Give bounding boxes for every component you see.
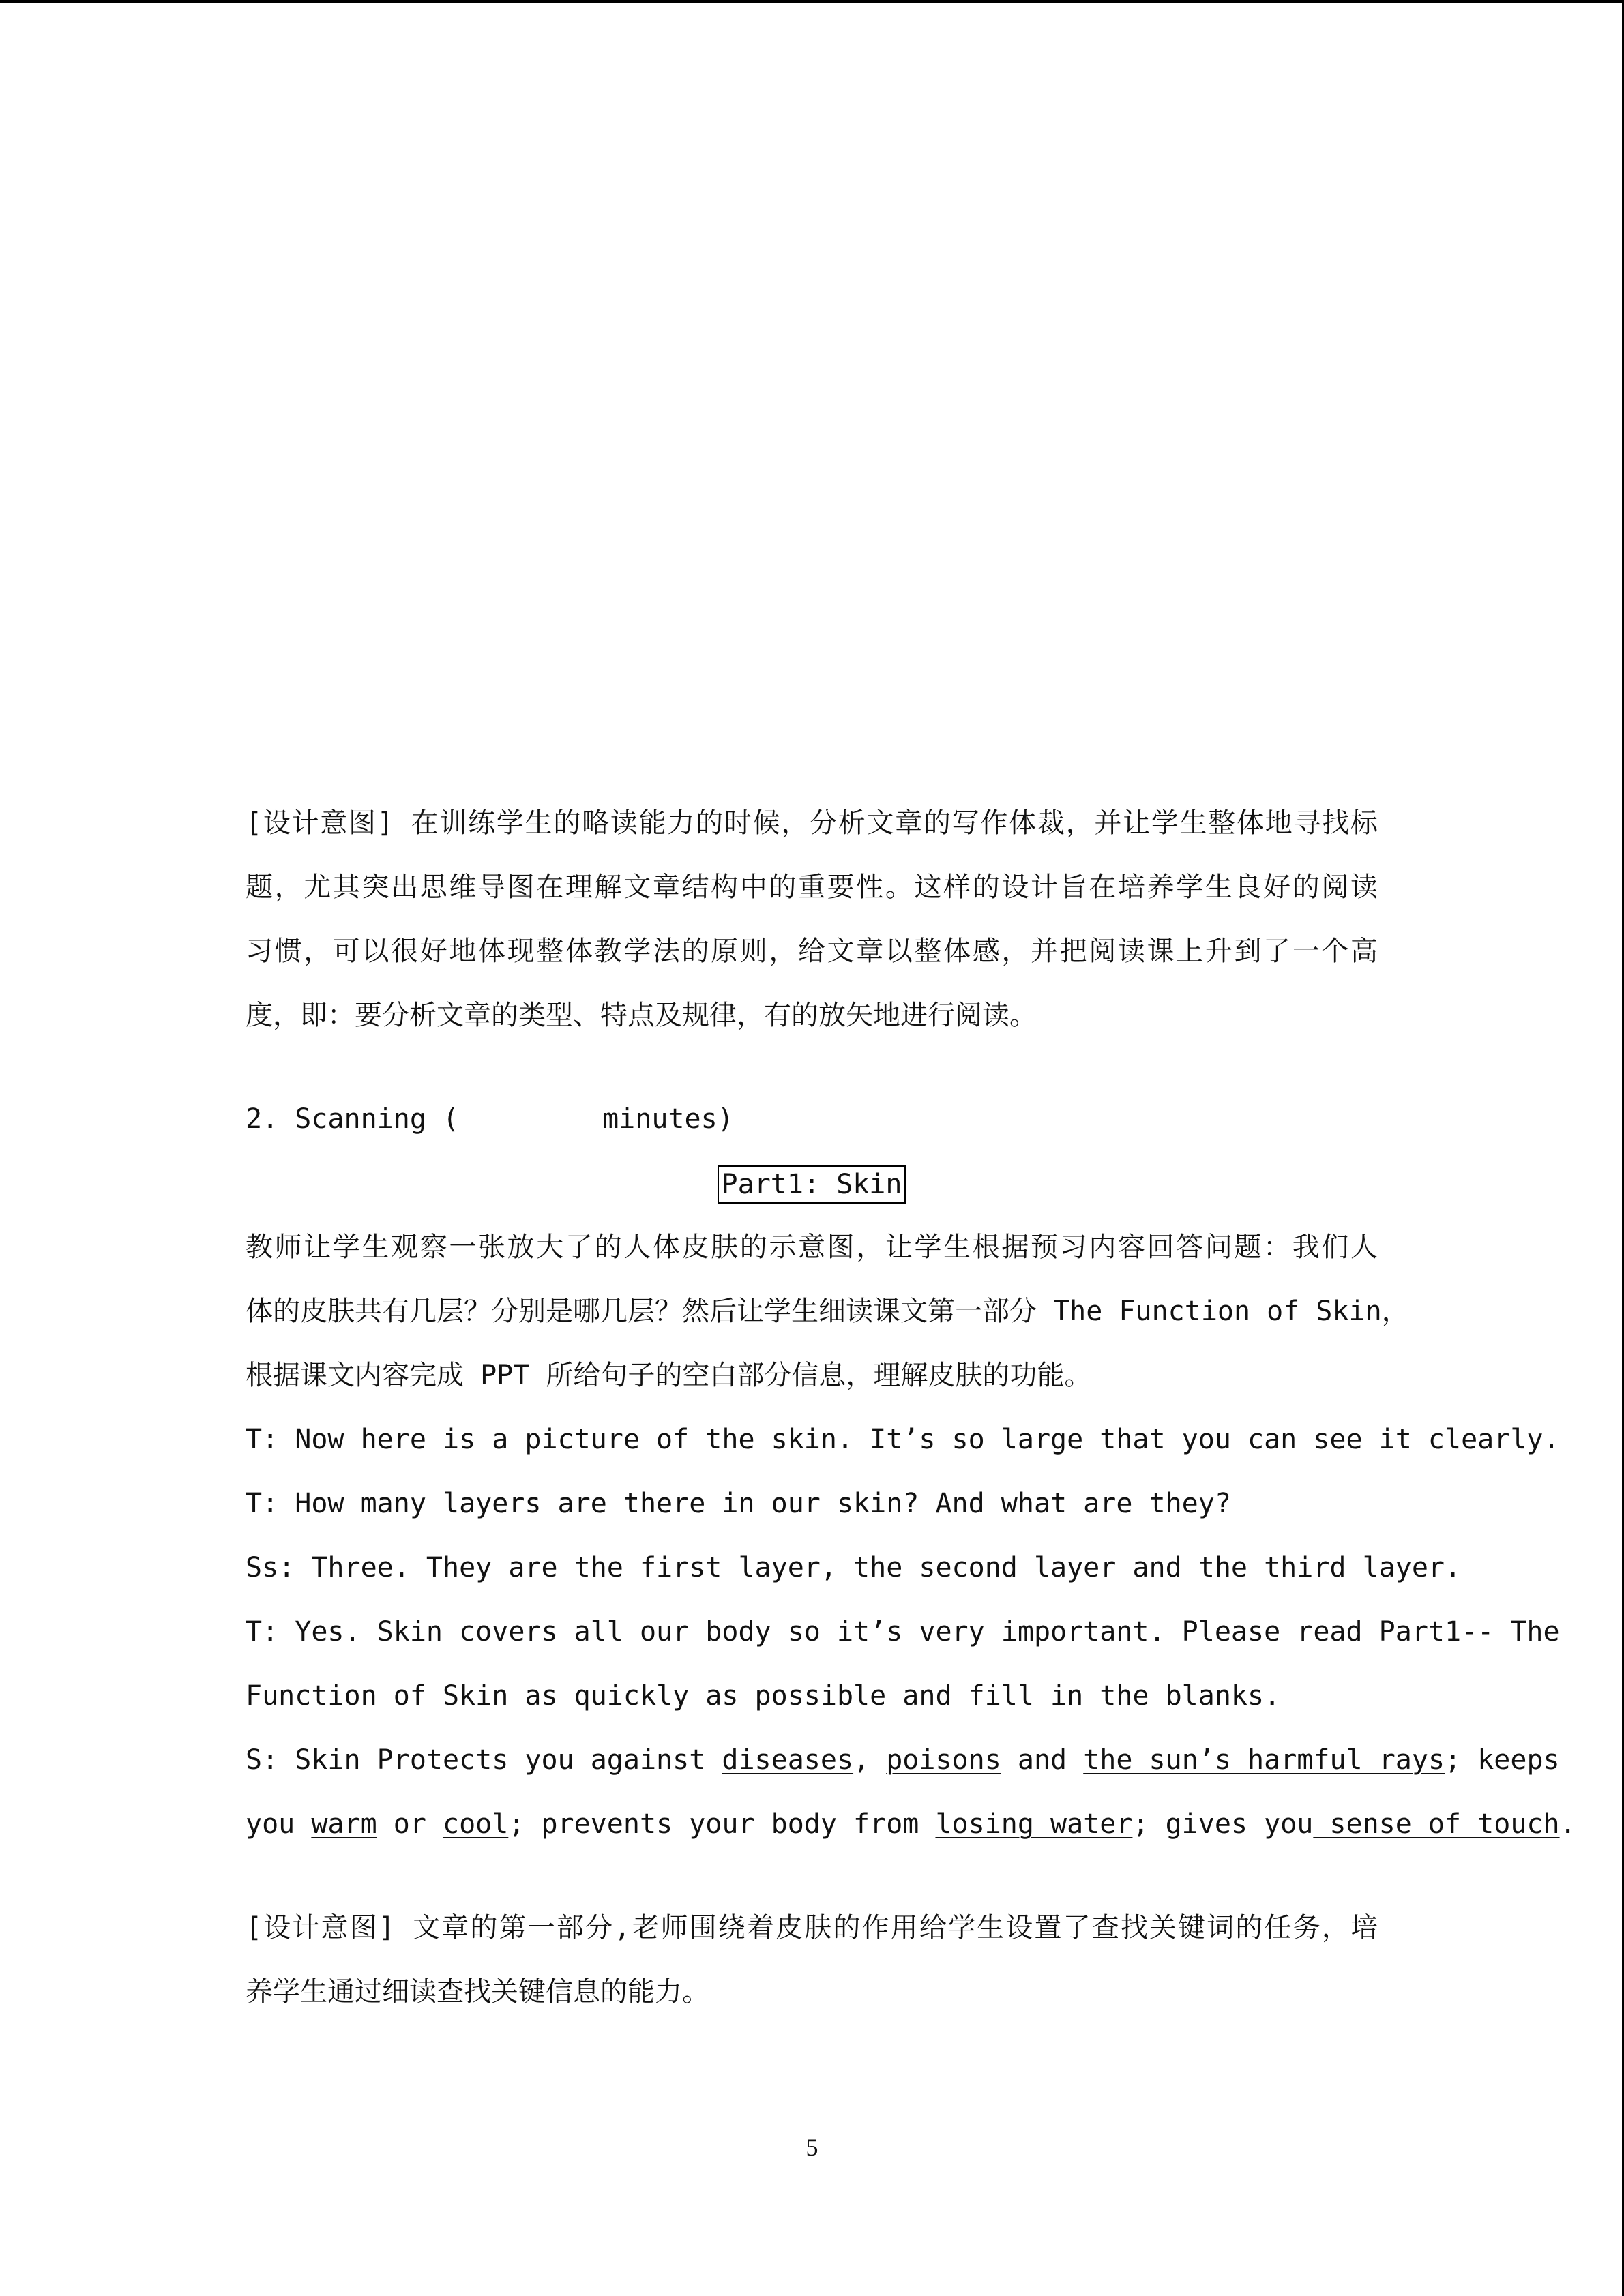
answer-text: S: Skin Protects you against bbox=[246, 1744, 722, 1776]
dialogue-line: T: How many layers are there in our skin? And what are they? bbox=[246, 1488, 1231, 1519]
part-title-row bbox=[246, 1151, 1378, 1215]
page-content bbox=[246, 791, 1576, 2024]
answer-blank-losing-water: losing water bbox=[935, 1808, 1133, 1840]
answer-line-2 bbox=[246, 1792, 1576, 1856]
answer-blank-sense-of-touch: sense of touch bbox=[1313, 1808, 1560, 1840]
answer-text: . bbox=[1559, 1808, 1576, 1840]
scanning-heading bbox=[246, 1087, 1378, 1151]
dialogue-line: Function of Skin as quickly as possible and fill in the blanks. bbox=[246, 1680, 1281, 1712]
paragraph-line: 度，即：要分析文章的类型、特点及规律，有的放矢地进行阅读。 bbox=[246, 1000, 1037, 1031]
answer-blank-harmful-rays: the sun’s harmful rays bbox=[1083, 1744, 1445, 1776]
answer-text: ; prevents your body from bbox=[508, 1808, 936, 1840]
paragraph-line: [设计意图] 文章的第一部分,老师围绕着皮肤的作用给学生设置了查找关键词的任务，培 bbox=[246, 1912, 1378, 1943]
scanning-heading-prefix: 2. Scanning ( bbox=[246, 1103, 460, 1135]
paragraph-line: [设计意图] 在训练学生的略读能力的时候，分析文章的写作体裁，并让学生整体地寻找标 bbox=[246, 807, 1378, 839]
scanning-intro-paragraph bbox=[246, 1215, 1409, 1407]
answer-blank-cool: cool bbox=[442, 1808, 509, 1840]
paragraph-line: 题，尤其突出思维导图在理解文章结构中的重要性。这样的设计旨在培养学生良好的阅读 bbox=[246, 871, 1378, 903]
answer-text: and bbox=[1001, 1744, 1084, 1776]
design-intent-paragraph-1 bbox=[246, 791, 1378, 1047]
scanning-heading-suffix: minutes) bbox=[602, 1103, 734, 1135]
top-border-line bbox=[0, 0, 1624, 3]
paragraph-line: 体的皮肤共有几层？分别是哪几层？然后让学生细读课文第一部分 The Function of Skin， bbox=[246, 1296, 1409, 1327]
answer-blank-warm: warm bbox=[311, 1808, 377, 1840]
paragraph-line: 习惯，可以很好地体现整体教学法的原则，给文章以整体感，并把阅读课上升到了一个高 bbox=[246, 936, 1378, 967]
answer-line-1 bbox=[246, 1728, 1560, 1792]
page-number: 5 bbox=[806, 2134, 818, 2161]
answer-text: ; keeps bbox=[1445, 1744, 1560, 1776]
paragraph-line: 养学生通过细读查找关键信息的能力。 bbox=[246, 1976, 709, 2008]
paragraph-line: 根据课文内容完成 PPT 所给句子的空白部分信息，理解皮肤的功能。 bbox=[246, 1360, 1092, 1391]
dialogue-line: T: Yes. Skin covers all our body so it’s very important. Please read Part1-- The bbox=[246, 1616, 1560, 1648]
answer-blank-diseases: diseases bbox=[722, 1744, 854, 1776]
paragraph-line: 教师让学生观察一张放大了的人体皮肤的示意图，让学生根据预习内容回答问题：我们人 bbox=[246, 1232, 1378, 1263]
dialogue-line: Ss: Three. They are the first layer, the second layer and the third layer. bbox=[246, 1552, 1462, 1583]
answer-text: , bbox=[853, 1744, 887, 1776]
answer-text: or bbox=[377, 1808, 443, 1840]
part-title-boxed: Part1: Skin bbox=[718, 1165, 906, 1204]
answer-text: ; gives you bbox=[1132, 1808, 1314, 1840]
classroom-dialogue bbox=[246, 1407, 1560, 1728]
dialogue-line: T: Now here is a picture of the skin. It’s so large that you can see it clearly. bbox=[246, 1424, 1560, 1455]
design-intent-paragraph-2 bbox=[246, 1896, 1378, 2024]
answer-text: you bbox=[246, 1808, 312, 1840]
answer-blank-poisons: poisons bbox=[886, 1744, 1001, 1776]
